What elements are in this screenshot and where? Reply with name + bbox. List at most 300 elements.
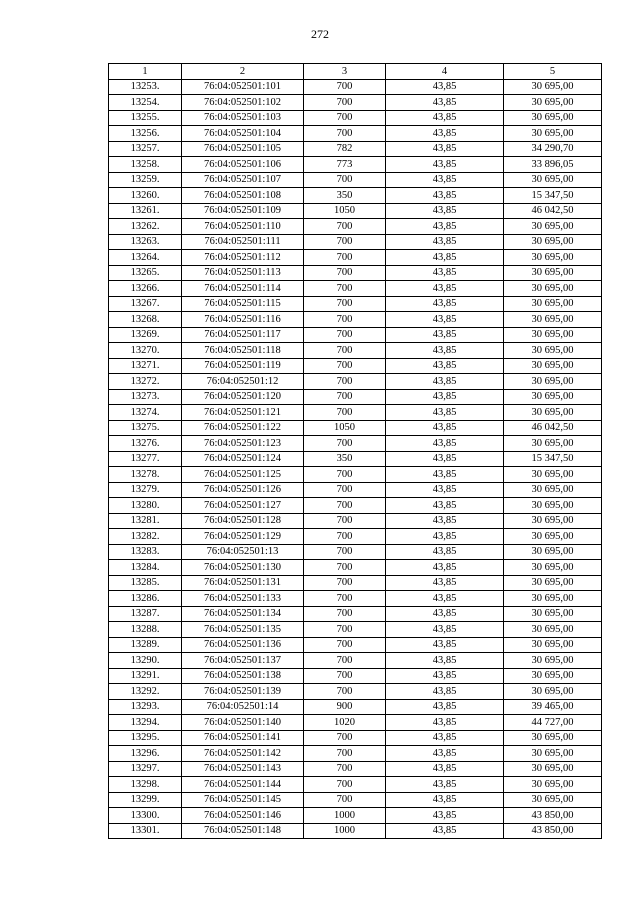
table-row — [109, 575, 602, 591]
row-number-cell: 13282. — [109, 529, 182, 545]
area-cell: 700 — [304, 234, 386, 250]
amount-cell: 30 695,00 — [504, 467, 602, 483]
table-row — [109, 560, 602, 576]
cadastral-number-cell: 76:04:052501:110 — [182, 219, 304, 235]
rate-cell: 43,85 — [386, 715, 504, 731]
row-number-cell: 13285. — [109, 575, 182, 591]
area-cell: 700 — [304, 482, 386, 498]
cadastral-number-cell: 76:04:052501:145 — [182, 792, 304, 808]
rate-cell: 43,85 — [386, 637, 504, 653]
cadastral-number-cell: 76:04:052501:12 — [182, 374, 304, 390]
row-number-cell: 13257. — [109, 141, 182, 157]
cadastral-number-cell: 76:04:052501:109 — [182, 203, 304, 219]
amount-cell: 30 695,00 — [504, 606, 602, 622]
cadastral-number-cell: 76:04:052501:121 — [182, 405, 304, 421]
cadastral-number-cell: 76:04:052501:139 — [182, 684, 304, 700]
row-number-cell: 13274. — [109, 405, 182, 421]
amount-cell: 15 347,50 — [504, 188, 602, 204]
cadastral-number-cell: 76:04:052501:129 — [182, 529, 304, 545]
rate-cell: 43,85 — [386, 746, 504, 762]
area-cell: 700 — [304, 467, 386, 483]
area-cell: 700 — [304, 560, 386, 576]
table-row — [109, 808, 602, 824]
table-body — [109, 79, 602, 839]
amount-cell: 30 695,00 — [504, 560, 602, 576]
row-number-cell: 13272. — [109, 374, 182, 390]
amount-cell: 30 695,00 — [504, 498, 602, 514]
cadastral-number-cell: 76:04:052501:116 — [182, 312, 304, 328]
row-number-cell: 13254. — [109, 95, 182, 111]
row-number-cell: 13267. — [109, 296, 182, 312]
table-row — [109, 436, 602, 452]
rate-cell: 43,85 — [386, 172, 504, 188]
cadastral-number-cell: 76:04:052501:138 — [182, 668, 304, 684]
amount-cell: 43 850,00 — [504, 808, 602, 824]
cadastral-number-cell: 76:04:052501:140 — [182, 715, 304, 731]
amount-cell: 43 850,00 — [504, 823, 602, 839]
table-row — [109, 699, 602, 715]
rate-cell: 43,85 — [386, 668, 504, 684]
row-number-cell: 13289. — [109, 637, 182, 653]
cadastral-number-cell: 76:04:052501:128 — [182, 513, 304, 529]
cadastral-number-cell: 76:04:052501:113 — [182, 265, 304, 281]
amount-cell: 30 695,00 — [504, 482, 602, 498]
area-cell: 700 — [304, 296, 386, 312]
area-cell: 1050 — [304, 203, 386, 219]
table-row — [109, 467, 602, 483]
row-number-cell: 13293. — [109, 699, 182, 715]
amount-cell: 33 896,05 — [504, 157, 602, 173]
table-row — [109, 637, 602, 653]
amount-cell: 15 347,50 — [504, 451, 602, 467]
cadastral-number-cell: 76:04:052501:117 — [182, 327, 304, 343]
area-cell: 700 — [304, 343, 386, 359]
amount-cell: 30 695,00 — [504, 637, 602, 653]
row-number-cell: 13277. — [109, 451, 182, 467]
row-number-cell: 13255. — [109, 110, 182, 126]
table-row — [109, 296, 602, 312]
rate-cell: 43,85 — [386, 79, 504, 95]
rate-cell: 43,85 — [386, 684, 504, 700]
cadastral-number-cell: 76:04:052501:141 — [182, 730, 304, 746]
table-row — [109, 684, 602, 700]
cadastral-number-cell: 76:04:052501:142 — [182, 746, 304, 762]
area-cell: 700 — [304, 110, 386, 126]
area-cell: 700 — [304, 312, 386, 328]
cadastral-number-cell: 76:04:052501:108 — [182, 188, 304, 204]
area-cell: 700 — [304, 95, 386, 111]
amount-cell: 30 695,00 — [504, 622, 602, 638]
row-number-cell: 13260. — [109, 188, 182, 204]
rate-cell: 43,85 — [386, 374, 504, 390]
column-header: 4 — [386, 64, 504, 80]
area-cell: 700 — [304, 79, 386, 95]
amount-cell: 30 695,00 — [504, 296, 602, 312]
area-cell: 700 — [304, 389, 386, 405]
amount-cell: 30 695,00 — [504, 110, 602, 126]
cadastral-number-cell: 76:04:052501:137 — [182, 653, 304, 669]
amount-cell: 30 695,00 — [504, 219, 602, 235]
table-row — [109, 203, 602, 219]
area-cell: 700 — [304, 591, 386, 607]
area-cell: 1020 — [304, 715, 386, 731]
area-cell: 700 — [304, 622, 386, 638]
area-cell: 700 — [304, 668, 386, 684]
row-number-cell: 13286. — [109, 591, 182, 607]
area-cell: 700 — [304, 436, 386, 452]
column-header: 3 — [304, 64, 386, 80]
rate-cell: 43,85 — [386, 110, 504, 126]
amount-cell: 30 695,00 — [504, 234, 602, 250]
area-cell: 700 — [304, 327, 386, 343]
rate-cell: 43,85 — [386, 823, 504, 839]
row-number-cell: 13259. — [109, 172, 182, 188]
cadastral-number-cell: 76:04:052501:144 — [182, 777, 304, 793]
table-row — [109, 172, 602, 188]
rate-cell: 43,85 — [386, 343, 504, 359]
row-number-cell: 13264. — [109, 250, 182, 266]
amount-cell: 30 695,00 — [504, 684, 602, 700]
rate-cell: 43,85 — [386, 591, 504, 607]
rate-cell: 43,85 — [386, 250, 504, 266]
table-row — [109, 312, 602, 328]
rate-cell: 43,85 — [386, 777, 504, 793]
row-number-cell: 13301. — [109, 823, 182, 839]
rate-cell: 43,85 — [386, 358, 504, 374]
area-cell: 700 — [304, 544, 386, 560]
rate-cell: 43,85 — [386, 513, 504, 529]
row-number-cell: 13284. — [109, 560, 182, 576]
register-table — [108, 63, 602, 839]
amount-cell: 30 695,00 — [504, 730, 602, 746]
rate-cell: 43,85 — [386, 327, 504, 343]
area-cell: 700 — [304, 513, 386, 529]
amount-cell: 30 695,00 — [504, 591, 602, 607]
rate-cell: 43,85 — [386, 95, 504, 111]
amount-cell: 30 695,00 — [504, 265, 602, 281]
area-cell: 1000 — [304, 823, 386, 839]
row-number-cell: 13271. — [109, 358, 182, 374]
row-number-cell: 13273. — [109, 389, 182, 405]
table-row — [109, 141, 602, 157]
table-row — [109, 343, 602, 359]
cadastral-number-cell: 76:04:052501:125 — [182, 467, 304, 483]
cadastral-number-cell: 76:04:052501:122 — [182, 420, 304, 436]
column-header: 5 — [504, 64, 602, 80]
cadastral-number-cell: 76:04:052501:112 — [182, 250, 304, 266]
table-row — [109, 281, 602, 297]
rate-cell: 43,85 — [386, 219, 504, 235]
column-header: 1 — [109, 64, 182, 80]
amount-cell: 30 695,00 — [504, 126, 602, 142]
area-cell: 700 — [304, 761, 386, 777]
area-cell: 700 — [304, 281, 386, 297]
amount-cell: 30 695,00 — [504, 668, 602, 684]
area-cell: 350 — [304, 188, 386, 204]
rate-cell: 43,85 — [386, 808, 504, 824]
cadastral-number-cell: 76:04:052501:135 — [182, 622, 304, 638]
rate-cell: 43,85 — [386, 699, 504, 715]
table-row — [109, 606, 602, 622]
amount-cell: 30 695,00 — [504, 575, 602, 591]
area-cell: 773 — [304, 157, 386, 173]
row-number-cell: 13269. — [109, 327, 182, 343]
cadastral-number-cell: 76:04:052501:130 — [182, 560, 304, 576]
cadastral-number-cell: 76:04:052501:123 — [182, 436, 304, 452]
cadastral-number-cell: 76:04:052501:131 — [182, 575, 304, 591]
table-row — [109, 95, 602, 111]
rate-cell: 43,85 — [386, 575, 504, 591]
area-cell: 700 — [304, 575, 386, 591]
rate-cell: 43,85 — [386, 544, 504, 560]
row-number-cell: 13276. — [109, 436, 182, 452]
area-cell: 700 — [304, 653, 386, 669]
row-number-cell: 13270. — [109, 343, 182, 359]
row-number-cell: 13268. — [109, 312, 182, 328]
amount-cell: 30 695,00 — [504, 777, 602, 793]
cadastral-number-cell: 76:04:052501:111 — [182, 234, 304, 250]
amount-cell: 46 042,50 — [504, 203, 602, 219]
rate-cell: 43,85 — [386, 188, 504, 204]
cadastral-number-cell: 76:04:052501:119 — [182, 358, 304, 374]
amount-cell: 30 695,00 — [504, 529, 602, 545]
cadastral-number-cell: 76:04:052501:14 — [182, 699, 304, 715]
page-number: 272 — [311, 27, 329, 41]
table-row — [109, 126, 602, 142]
table-row — [109, 482, 602, 498]
table-row — [109, 420, 602, 436]
amount-cell: 30 695,00 — [504, 79, 602, 95]
rate-cell: 43,85 — [386, 126, 504, 142]
row-number-cell: 13283. — [109, 544, 182, 560]
table-row — [109, 234, 602, 250]
table-row — [109, 157, 602, 173]
amount-cell: 30 695,00 — [504, 761, 602, 777]
row-number-cell: 13258. — [109, 157, 182, 173]
table-row — [109, 730, 602, 746]
table-row — [109, 761, 602, 777]
table-row — [109, 451, 602, 467]
area-cell: 700 — [304, 606, 386, 622]
amount-cell: 30 695,00 — [504, 544, 602, 560]
rate-cell: 43,85 — [386, 265, 504, 281]
table-row — [109, 327, 602, 343]
table-header — [109, 64, 602, 80]
cadastral-number-cell: 76:04:052501:146 — [182, 808, 304, 824]
area-cell: 700 — [304, 250, 386, 266]
area-cell: 700 — [304, 405, 386, 421]
row-number-cell: 13298. — [109, 777, 182, 793]
rate-cell: 43,85 — [386, 389, 504, 405]
area-cell: 700 — [304, 730, 386, 746]
table-row — [109, 498, 602, 514]
row-number-cell: 13296. — [109, 746, 182, 762]
amount-cell: 44 727,00 — [504, 715, 602, 731]
rate-cell: 43,85 — [386, 141, 504, 157]
table-row — [109, 358, 602, 374]
rate-cell: 43,85 — [386, 467, 504, 483]
row-number-cell: 13287. — [109, 606, 182, 622]
area-cell: 700 — [304, 777, 386, 793]
amount-cell: 30 695,00 — [504, 250, 602, 266]
row-number-cell: 13280. — [109, 498, 182, 514]
table-row — [109, 513, 602, 529]
cadastral-number-cell: 76:04:052501:126 — [182, 482, 304, 498]
row-number-cell: 13288. — [109, 622, 182, 638]
rate-cell: 43,85 — [386, 498, 504, 514]
table-row — [109, 777, 602, 793]
area-cell: 1000 — [304, 808, 386, 824]
rate-cell: 43,85 — [386, 281, 504, 297]
area-cell: 700 — [304, 358, 386, 374]
cadastral-number-cell: 76:04:052501:143 — [182, 761, 304, 777]
amount-cell: 34 290,70 — [504, 141, 602, 157]
cadastral-number-cell: 76:04:052501:114 — [182, 281, 304, 297]
rate-cell: 43,85 — [386, 451, 504, 467]
rate-cell: 43,85 — [386, 560, 504, 576]
cadastral-number-cell: 76:04:052501:120 — [182, 389, 304, 405]
amount-cell: 30 695,00 — [504, 327, 602, 343]
rate-cell: 43,85 — [386, 529, 504, 545]
rate-cell: 43,85 — [386, 203, 504, 219]
rate-cell: 43,85 — [386, 761, 504, 777]
area-cell: 700 — [304, 126, 386, 142]
area-cell: 350 — [304, 451, 386, 467]
table-row — [109, 544, 602, 560]
row-number-cell: 13262. — [109, 219, 182, 235]
row-number-cell: 13278. — [109, 467, 182, 483]
row-number-cell: 13263. — [109, 234, 182, 250]
rate-cell: 43,85 — [386, 296, 504, 312]
rate-cell: 43,85 — [386, 436, 504, 452]
area-cell: 700 — [304, 792, 386, 808]
amount-cell: 30 695,00 — [504, 405, 602, 421]
row-number-cell: 13279. — [109, 482, 182, 498]
table-row — [109, 250, 602, 266]
area-cell: 700 — [304, 637, 386, 653]
table-row — [109, 622, 602, 638]
table-row — [109, 405, 602, 421]
rate-cell: 43,85 — [386, 606, 504, 622]
amount-cell: 30 695,00 — [504, 653, 602, 669]
amount-cell: 30 695,00 — [504, 358, 602, 374]
amount-cell: 30 695,00 — [504, 746, 602, 762]
rate-cell: 43,85 — [386, 653, 504, 669]
rate-cell: 43,85 — [386, 234, 504, 250]
table-row — [109, 110, 602, 126]
table-row — [109, 374, 602, 390]
cadastral-number-cell: 76:04:052501:124 — [182, 451, 304, 467]
rate-cell: 43,85 — [386, 420, 504, 436]
cadastral-number-cell: 76:04:052501:148 — [182, 823, 304, 839]
table-row — [109, 792, 602, 808]
cadastral-number-cell: 76:04:052501:115 — [182, 296, 304, 312]
cadastral-number-cell: 76:04:052501:13 — [182, 544, 304, 560]
area-cell: 700 — [304, 172, 386, 188]
area-cell: 700 — [304, 684, 386, 700]
table-row — [109, 188, 602, 204]
amount-cell: 46 042,50 — [504, 420, 602, 436]
row-number-cell: 13291. — [109, 668, 182, 684]
amount-cell: 30 695,00 — [504, 792, 602, 808]
area-cell: 700 — [304, 265, 386, 281]
row-number-cell: 13290. — [109, 653, 182, 669]
cadastral-number-cell: 76:04:052501:107 — [182, 172, 304, 188]
row-number-cell: 13261. — [109, 203, 182, 219]
table-row — [109, 529, 602, 545]
row-number-cell: 13256. — [109, 126, 182, 142]
table-row — [109, 219, 602, 235]
row-number-cell: 13281. — [109, 513, 182, 529]
row-number-cell: 13253. — [109, 79, 182, 95]
column-header: 2 — [182, 64, 304, 80]
amount-cell: 30 695,00 — [504, 281, 602, 297]
amount-cell: 30 695,00 — [504, 95, 602, 111]
cadastral-number-cell: 76:04:052501:127 — [182, 498, 304, 514]
area-cell: 782 — [304, 141, 386, 157]
amount-cell: 30 695,00 — [504, 374, 602, 390]
cadastral-number-cell: 76:04:052501:104 — [182, 126, 304, 142]
table-row — [109, 389, 602, 405]
cadastral-number-cell: 76:04:052501:102 — [182, 95, 304, 111]
row-number-cell: 13299. — [109, 792, 182, 808]
table-row — [109, 265, 602, 281]
area-cell: 700 — [304, 529, 386, 545]
amount-cell: 30 695,00 — [504, 513, 602, 529]
table-row — [109, 79, 602, 95]
header-row — [109, 64, 602, 80]
row-number-cell: 13266. — [109, 281, 182, 297]
area-cell: 700 — [304, 498, 386, 514]
cadastral-number-cell: 76:04:052501:106 — [182, 157, 304, 173]
table-row — [109, 823, 602, 839]
rate-cell: 43,85 — [386, 482, 504, 498]
rate-cell: 43,85 — [386, 730, 504, 746]
rate-cell: 43,85 — [386, 312, 504, 328]
cadastral-number-cell: 76:04:052501:105 — [182, 141, 304, 157]
area-cell: 900 — [304, 699, 386, 715]
table-row — [109, 668, 602, 684]
cadastral-number-cell: 76:04:052501:134 — [182, 606, 304, 622]
table-row — [109, 653, 602, 669]
cadastral-number-cell: 76:04:052501:118 — [182, 343, 304, 359]
row-number-cell: 13297. — [109, 761, 182, 777]
row-number-cell: 13294. — [109, 715, 182, 731]
area-cell: 700 — [304, 219, 386, 235]
amount-cell: 30 695,00 — [504, 389, 602, 405]
rate-cell: 43,85 — [386, 157, 504, 173]
cadastral-number-cell: 76:04:052501:136 — [182, 637, 304, 653]
area-cell: 700 — [304, 374, 386, 390]
rate-cell: 43,85 — [386, 405, 504, 421]
area-cell: 1050 — [304, 420, 386, 436]
amount-cell: 30 695,00 — [504, 436, 602, 452]
row-number-cell: 13295. — [109, 730, 182, 746]
table-row — [109, 746, 602, 762]
cadastral-number-cell: 76:04:052501:103 — [182, 110, 304, 126]
row-number-cell: 13292. — [109, 684, 182, 700]
amount-cell: 30 695,00 — [504, 172, 602, 188]
row-number-cell: 13275. — [109, 420, 182, 436]
amount-cell: 30 695,00 — [504, 343, 602, 359]
row-number-cell: 13300. — [109, 808, 182, 824]
rate-cell: 43,85 — [386, 622, 504, 638]
amount-cell: 30 695,00 — [504, 312, 602, 328]
table-row — [109, 591, 602, 607]
rate-cell: 43,85 — [386, 792, 504, 808]
row-number-cell: 13265. — [109, 265, 182, 281]
area-cell: 700 — [304, 746, 386, 762]
